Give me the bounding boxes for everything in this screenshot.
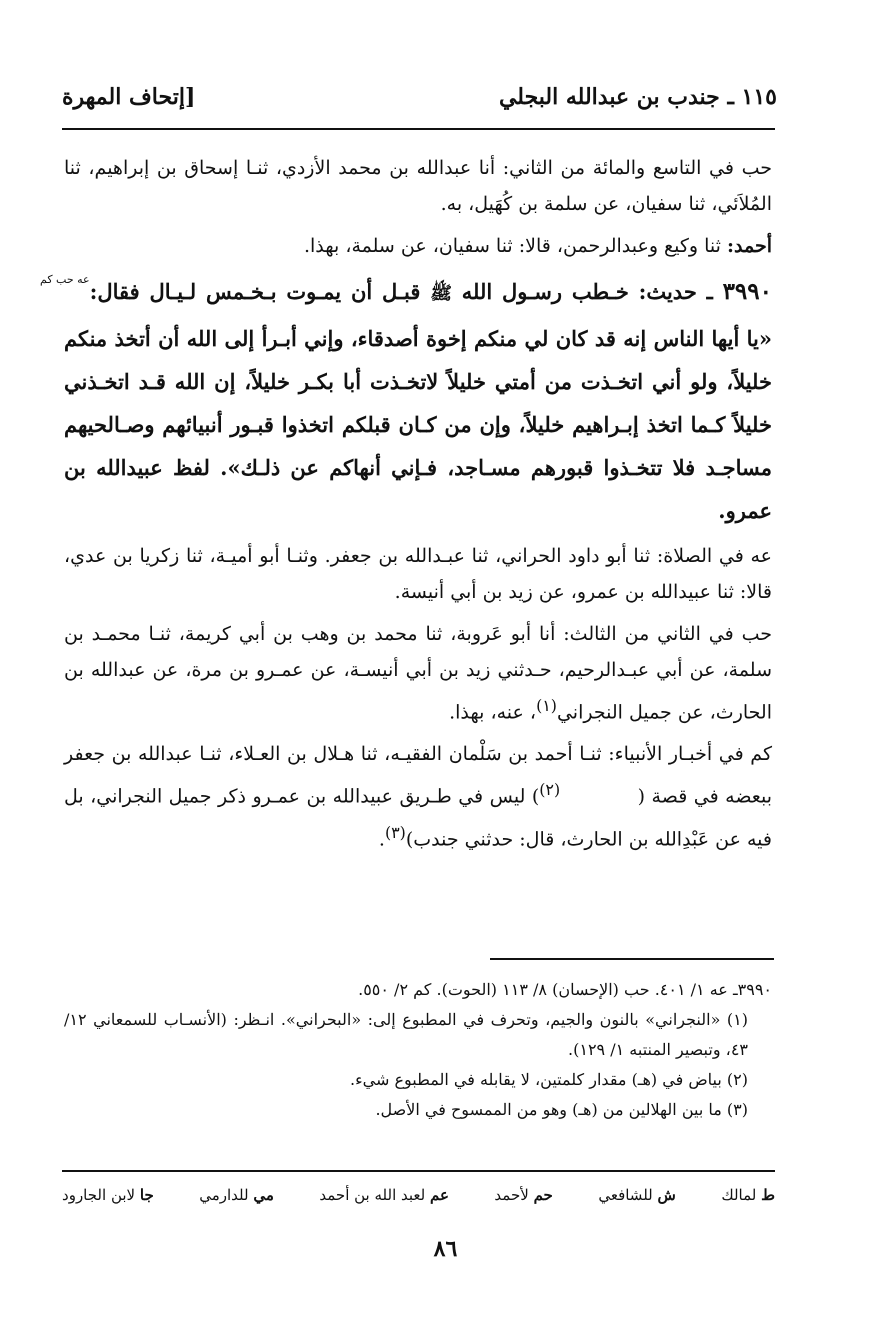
abbrev-code: ش [657, 1186, 676, 1204]
paragraph-hakim [64, 736, 772, 857]
footnote-source-refs: ٣٩٩٠ـ عه ١/ ٤٠١. حب (الإحسان) ٨/ ١١٣ (الحوت). كم ٢/ ٥٥٠. [358, 980, 772, 999]
abbrev-name: للشافعي [598, 1186, 653, 1204]
abbrev-name: لابن الجارود [62, 1186, 136, 1204]
abbrev-code: عم [430, 1186, 449, 1204]
margin-sources-note: عه حب كم [40, 273, 90, 286]
header-rule [62, 128, 775, 130]
footnotes [64, 975, 772, 1125]
abbreviation-key [62, 1186, 775, 1216]
paragraph-abu-awana: عه في الصلاة: ثنا أبو داود الحراني، ثنا عبـدالله بن جعفر. وثنـا أبو أميـة، ثنا زكريا بن عدي، قالا: ثنا عبيدالله بن عمرو، عن زيد بن أبي أنيسة. [64, 545, 772, 603]
paragraph-ahmad [64, 228, 772, 264]
running-header [62, 84, 777, 116]
hadith-intro: ـ حديث: خـطب رسـول الله [461, 279, 723, 304]
paragraph-hakim-text-2: ) ليس في طـريق عبيدالله بن عمـرو ذكر جميل النجراني، بل فيه عن عَبْدِالله بن الحارث، قال: حدثني جندب) [64, 785, 772, 850]
abbrev-item [62, 1186, 154, 1216]
footnote-rule [490, 958, 774, 960]
abbrev-code: ط [761, 1186, 775, 1204]
paragraph-hibban-1: حب في التاسع والمائة من الثاني: أنا عبدالله بن محمد الأزدي، ثنـا إسحاق بن إبراهيم، ثنا المُلاَئي، ثنا سفيان، عن سلمة بن كُهَيل، به. [64, 157, 772, 215]
abbrev-item [199, 1186, 274, 1216]
abbrev-item [721, 1186, 775, 1216]
paragraph-hakim-text: كم في أخبـار الأنبياء: ثنـا أحمد بن سَلْمان الفقيـه، ثنا هـلال بن العـلاء، ثنـا عبدالله بن جعفر ببعضه في قصة ( [64, 743, 772, 808]
footnote-ref-3[interactable]: (٣) [384, 822, 406, 842]
abbrev-code: حم [533, 1186, 553, 1204]
book-title: [إتحاف المهرة [62, 84, 196, 110]
hadith-3990 [40, 270, 772, 532]
paragraph-hibban-2-text: حب في الثاني من الثالث: أنا أبو عَروبة، ثنا محمد بن وهب بن أبي كريمة، ثنـا محمـد بن سلمة، عن أبي عبـدالرحيم، حـدثني زيد بن أبي أنيسـة، عن عمـرو بن مرة، عن عبدالله بن الحارث، عن جميل النجراني [64, 623, 772, 724]
paragraph-hibban-2 [64, 616, 772, 730]
abbrev-name: لأحمد [494, 1186, 529, 1204]
abbrev-rule [62, 1170, 775, 1172]
page-number: ٨٦ [433, 1236, 458, 1262]
abbrev-name: لعبد الله بن أحمد [319, 1186, 426, 1204]
footnote-1: (١) «النجراني» بالنون والجيم، وتحرف في المطبوع إلى: «البحراني». انـظر: (الأنسـاب للسمعاني ١٢/ ٤٣، وتبصير المنتبه ١/ ١٢٩). [64, 1010, 748, 1059]
footnote-ref-2[interactable]: (٢) [539, 780, 561, 800]
abbrev-code: جا [139, 1186, 154, 1204]
abbrev-item [494, 1186, 552, 1216]
paragraph-ahmad-text: ثنا وكيع وعبدالرحمن، قالا: ثنا سفيان، عن سلمة، بهذا. [303, 235, 727, 257]
abbrev-name: للدارمي [199, 1186, 249, 1204]
main-text [40, 150, 772, 863]
footnote-3: (٣) ما بين الهلالين من (هـ) وهو من الممسوح في الأصل. [375, 1100, 748, 1119]
paragraph-hakim-end: . [378, 827, 385, 850]
hadith-text: «يا أيها الناس إنه قد كان لي منكم إخوة أصدقاء، وإني أبـرأ إلى الله أن أتخذ منكم خليلاً، ولو أني اتخـذت من أمتي خليلاً لاتخـذت أبا بكـر خليلاً، إن الله قـد اتخـذني خليلاً كـما اتخذ إبـراهيم خليلاً، وإن من كـان قبلكم اتخذوا قبـور أنبيائهم وصـالحيهم مساجـد فلا تتخـذوا قبورهم مسـاجد، فـإني أنهاكم عن ذلـك». لفظ عبيدالله بن عمرو. [64, 326, 772, 523]
abbrev-code: مي [253, 1186, 274, 1204]
footnote-ref-1[interactable]: (١) [536, 696, 557, 715]
footnote-2: (٢) بياض في (هـ) مقدار كلمتين، لا يقابله في المطبوع شيء. [350, 1070, 748, 1089]
salla-symbol: ﷺ [430, 283, 452, 304]
hadith-number: ٣٩٩٠ [722, 278, 772, 305]
chapter-title: ١١٥ ـ جندب بن عبدالله البجلي [498, 84, 777, 110]
abbrev-name: لمالك [721, 1186, 757, 1204]
source-label-ahmad: أحمد: [727, 235, 772, 257]
paragraph-hibban-2-end: ، عنه، بهذا. [449, 701, 537, 724]
hadith-intro-2: قبـل أن يمـوت بـخـمس لـيـال فقال: [89, 279, 431, 304]
abbrev-item [598, 1186, 676, 1216]
abbrev-item [319, 1186, 449, 1216]
